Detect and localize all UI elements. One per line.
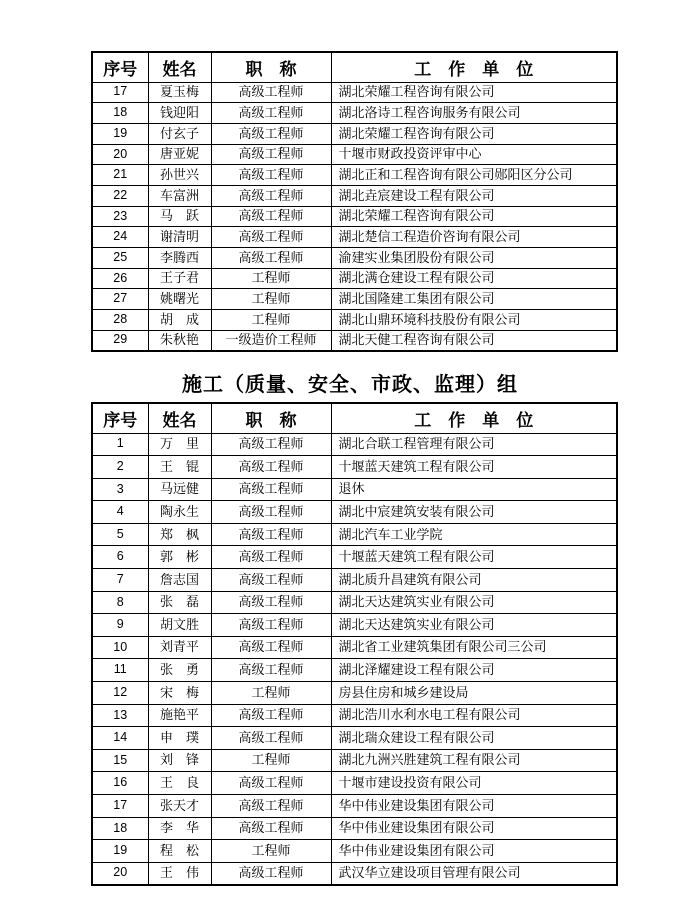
title-cell: 高级工程师	[211, 614, 331, 637]
work-unit-cell: 湖北国隆建工集团有限公司	[331, 289, 617, 310]
roster-table-body	[92, 433, 617, 885]
name-cell: 郭 彬	[148, 546, 211, 569]
roster-table-continued	[91, 51, 618, 352]
table-row	[92, 82, 617, 103]
table-row	[92, 289, 617, 310]
name-cell: 张 磊	[148, 591, 211, 614]
serial-number-cell: 27	[92, 289, 148, 310]
serial-number-cell: 29	[92, 330, 148, 351]
serial-number-cell: 22	[92, 185, 148, 206]
table-row	[92, 501, 617, 524]
name-cell: 张 勇	[148, 659, 211, 682]
name-cell: 申 璞	[148, 727, 211, 750]
work-unit-cell: 退休	[331, 478, 617, 501]
work-unit-cell: 湖北省工业建筑集团有限公司三公司	[331, 636, 617, 659]
table-row	[92, 206, 617, 227]
column-header-serial-number: 序号	[92, 52, 148, 82]
serial-number-cell: 2	[92, 456, 148, 479]
name-cell: 付玄子	[148, 123, 211, 144]
name-cell: 胡 成	[148, 310, 211, 331]
title-cell: 高级工程师	[211, 862, 331, 885]
work-unit-cell: 华中伟业建设集团有限公司	[331, 840, 617, 863]
title-cell: 高级工程师	[211, 546, 331, 569]
title-cell: 工程师	[211, 289, 331, 310]
construction-group-roster-table	[91, 402, 618, 886]
table-row	[92, 310, 617, 331]
table-row	[92, 456, 617, 479]
table-row	[92, 817, 617, 840]
serial-number-cell: 11	[92, 659, 148, 682]
work-unit-cell: 渝建实业集团股份有限公司	[331, 248, 617, 269]
title-cell: 高级工程师	[211, 569, 331, 592]
table-row	[92, 659, 617, 682]
serial-number-cell: 9	[92, 614, 148, 637]
name-cell: 李 华	[148, 817, 211, 840]
table-row	[92, 523, 617, 546]
title-cell: 高级工程师	[211, 795, 331, 818]
serial-number-cell: 24	[92, 227, 148, 248]
serial-number-cell: 18	[92, 103, 148, 124]
table-row	[92, 614, 617, 637]
work-unit-cell: 十堰市建设投资有限公司	[331, 772, 617, 795]
table-row	[92, 636, 617, 659]
table-row	[92, 772, 617, 795]
work-unit-cell: 湖北质升昌建筑有限公司	[331, 569, 617, 592]
serial-number-cell: 14	[92, 727, 148, 750]
name-cell: 夏玉梅	[148, 82, 211, 103]
serial-number-cell: 21	[92, 165, 148, 186]
serial-number-cell: 5	[92, 523, 148, 546]
name-cell: 胡文胜	[148, 614, 211, 637]
name-cell: 姚曙光	[148, 289, 211, 310]
table-row	[92, 433, 617, 456]
table-row	[92, 144, 617, 165]
work-unit-cell: 湖北荣耀工程咨询有限公司	[331, 123, 617, 144]
name-cell: 谢清明	[148, 227, 211, 248]
serial-number-cell: 20	[92, 144, 148, 165]
serial-number-cell: 25	[92, 248, 148, 269]
table-row	[92, 546, 617, 569]
table-row	[92, 862, 617, 885]
column-header-name: 姓名	[148, 403, 211, 433]
serial-number-cell: 15	[92, 749, 148, 772]
serial-number-cell: 20	[92, 862, 148, 885]
title-cell: 工程师	[211, 310, 331, 331]
roster-table-body	[92, 82, 617, 351]
serial-number-cell: 1	[92, 433, 148, 456]
table-row	[92, 727, 617, 750]
serial-number-cell: 23	[92, 206, 148, 227]
title-cell: 高级工程师	[211, 165, 331, 186]
work-unit-cell: 十堰蓝天建筑工程有限公司	[331, 546, 617, 569]
title-cell: 工程师	[211, 682, 331, 705]
name-cell: 宋 梅	[148, 682, 211, 705]
title-cell: 工程师	[211, 749, 331, 772]
serial-number-cell: 26	[92, 268, 148, 289]
work-unit-cell: 湖北天达建筑实业有限公司	[331, 591, 617, 614]
name-cell: 王 良	[148, 772, 211, 795]
name-cell: 万 里	[148, 433, 211, 456]
title-cell: 高级工程师	[211, 501, 331, 524]
serial-number-cell: 10	[92, 636, 148, 659]
serial-number-cell: 12	[92, 682, 148, 705]
table-row	[92, 591, 617, 614]
work-unit-cell: 湖北正和工程咨询有限公司郧阳区分公司	[331, 165, 617, 186]
work-unit-cell: 武汉华立建设项目管理有限公司	[331, 862, 617, 885]
serial-number-cell: 18	[92, 817, 148, 840]
title-cell: 高级工程师	[211, 591, 331, 614]
title-cell: 高级工程师	[211, 456, 331, 479]
table-row	[92, 103, 617, 124]
name-cell: 李腾西	[148, 248, 211, 269]
serial-number-cell: 17	[92, 795, 148, 818]
name-cell: 王 伟	[148, 862, 211, 885]
title-cell: 高级工程师	[211, 144, 331, 165]
serial-number-cell: 13	[92, 704, 148, 727]
title-cell: 高级工程师	[211, 185, 331, 206]
title-cell: 高级工程师	[211, 123, 331, 144]
title-cell: 高级工程师	[211, 772, 331, 795]
name-cell: 孙世兴	[148, 165, 211, 186]
name-cell: 唐亚妮	[148, 144, 211, 165]
name-cell: 郑 枫	[148, 523, 211, 546]
work-unit-cell: 湖北山鼎环境科技股份有限公司	[331, 310, 617, 331]
name-cell: 詹志国	[148, 569, 211, 592]
table-row	[92, 165, 617, 186]
table-row	[92, 185, 617, 206]
work-unit-cell: 华中伟业建设集团有限公司	[331, 817, 617, 840]
table-row	[92, 704, 617, 727]
serial-number-cell: 6	[92, 546, 148, 569]
column-header-work-unit: 工 作 单 位	[331, 403, 617, 433]
table-row	[92, 330, 617, 351]
title-cell: 高级工程师	[211, 82, 331, 103]
work-unit-cell: 湖北瑞众建设工程有限公司	[331, 727, 617, 750]
work-unit-cell: 湖北荣耀工程咨询有限公司	[331, 82, 617, 103]
title-cell: 高级工程师	[211, 103, 331, 124]
title-cell: 工程师	[211, 840, 331, 863]
serial-number-cell: 19	[92, 123, 148, 144]
table-header-row	[92, 52, 617, 82]
title-cell: 工程师	[211, 268, 331, 289]
title-cell: 高级工程师	[211, 523, 331, 546]
title-cell: 一级造价工程师	[211, 330, 331, 351]
work-unit-cell: 湖北洛诗工程咨询服务有限公司	[331, 103, 617, 124]
work-unit-cell: 湖北垚宸建设工程有限公司	[331, 185, 617, 206]
table-row	[92, 840, 617, 863]
serial-number-cell: 3	[92, 478, 148, 501]
work-unit-cell: 湖北天健工程咨询有限公司	[331, 330, 617, 351]
serial-number-cell: 4	[92, 501, 148, 524]
name-cell: 王子君	[148, 268, 211, 289]
table-row	[92, 569, 617, 592]
title-cell: 高级工程师	[211, 206, 331, 227]
serial-number-cell: 17	[92, 82, 148, 103]
table-header-row	[92, 403, 617, 433]
name-cell: 马 跃	[148, 206, 211, 227]
table-row	[92, 682, 617, 705]
table-row	[92, 123, 617, 144]
work-unit-cell: 湖北泽耀建设工程有限公司	[331, 659, 617, 682]
name-cell: 王 锟	[148, 456, 211, 479]
work-unit-cell: 湖北满仓建设工程有限公司	[331, 268, 617, 289]
serial-number-cell: 7	[92, 569, 148, 592]
table-row	[92, 227, 617, 248]
table-row	[92, 478, 617, 501]
title-cell: 高级工程师	[211, 433, 331, 456]
section-title: 施工（质量、安全、市政、监理）组	[182, 374, 518, 396]
name-cell: 施艳平	[148, 704, 211, 727]
serial-number-cell: 16	[92, 772, 148, 795]
table-row	[92, 795, 617, 818]
title-cell: 高级工程师	[211, 636, 331, 659]
title-cell: 高级工程师	[211, 817, 331, 840]
work-unit-cell: 湖北天达建筑实业有限公司	[331, 614, 617, 637]
work-unit-cell: 湖北浩川水利水电工程有限公司	[331, 704, 617, 727]
work-unit-cell: 湖北中宸建筑安装有限公司	[331, 501, 617, 524]
column-header-work-unit: 工 作 单 位	[331, 52, 617, 82]
serial-number-cell: 28	[92, 310, 148, 331]
column-header-serial-number: 序号	[92, 403, 148, 433]
work-unit-cell: 华中伟业建设集团有限公司	[331, 795, 617, 818]
table-row	[92, 248, 617, 269]
name-cell: 张天才	[148, 795, 211, 818]
work-unit-cell: 房县住房和城乡建设局	[331, 682, 617, 705]
table-row	[92, 749, 617, 772]
column-header-title: 职 称	[211, 403, 331, 433]
title-cell: 高级工程师	[211, 478, 331, 501]
table-row	[92, 268, 617, 289]
work-unit-cell: 湖北九洲兴胜建筑工程有限公司	[331, 749, 617, 772]
serial-number-cell: 19	[92, 840, 148, 863]
column-header-title: 职 称	[211, 52, 331, 82]
name-cell: 刘青平	[148, 636, 211, 659]
title-cell: 高级工程师	[211, 704, 331, 727]
name-cell: 马远健	[148, 478, 211, 501]
title-cell: 高级工程师	[211, 248, 331, 269]
column-header-name: 姓名	[148, 52, 211, 82]
title-cell: 高级工程师	[211, 227, 331, 248]
work-unit-cell: 湖北荣耀工程咨询有限公司	[331, 206, 617, 227]
name-cell: 刘 锋	[148, 749, 211, 772]
work-unit-cell: 十堰市财政投资评审中心	[331, 144, 617, 165]
work-unit-cell: 湖北合联工程管理有限公司	[331, 433, 617, 456]
title-cell: 高级工程师	[211, 659, 331, 682]
name-cell: 程 松	[148, 840, 211, 863]
serial-number-cell: 8	[92, 591, 148, 614]
work-unit-cell: 湖北楚信工程造价咨询有限公司	[331, 227, 617, 248]
title-cell: 高级工程师	[211, 727, 331, 750]
name-cell: 陶永生	[148, 501, 211, 524]
name-cell: 钱迎阳	[148, 103, 211, 124]
name-cell: 朱秋艳	[148, 330, 211, 351]
work-unit-cell: 湖北汽车工业学院	[331, 523, 617, 546]
work-unit-cell: 十堰蓝天建筑工程有限公司	[331, 456, 617, 479]
name-cell: 车富洲	[148, 185, 211, 206]
